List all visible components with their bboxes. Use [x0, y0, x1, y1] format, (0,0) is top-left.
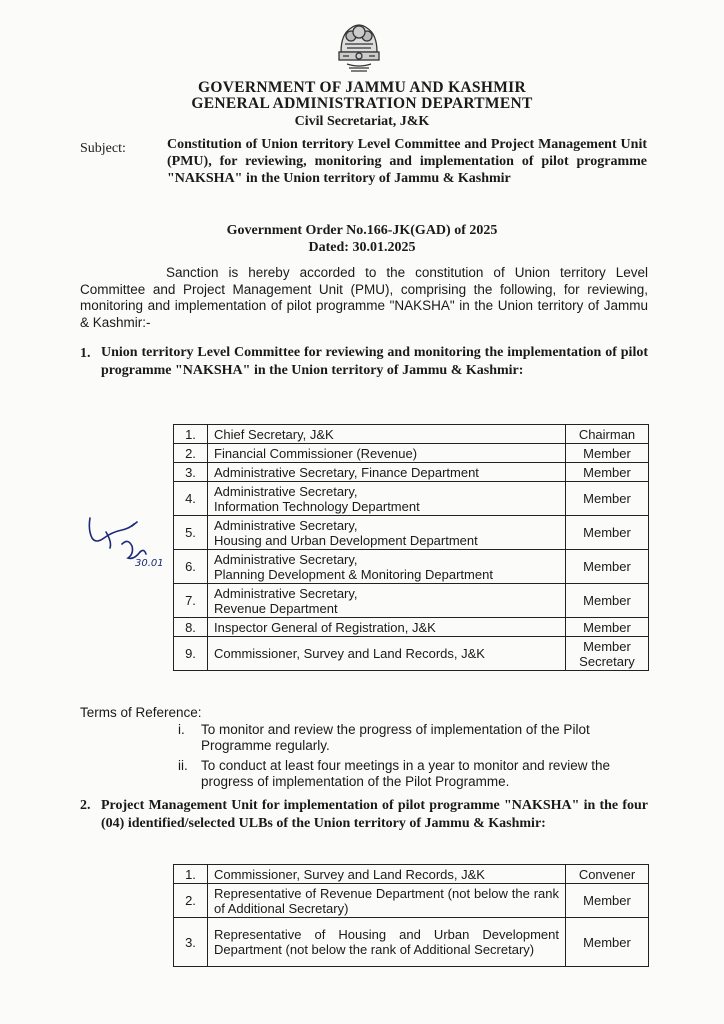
signature-date: 30.01: [135, 558, 164, 569]
row-serial: 3.: [174, 463, 208, 482]
row-role: [566, 425, 649, 444]
designation-line: Administrative Secretary, Finance Department: [214, 464, 479, 480]
role-line: Member: [583, 464, 631, 480]
designation-line: Administrative Secretary,: [214, 551, 358, 567]
order-number: Government Order No.166-JK(GAD) of 2025: [226, 223, 498, 238]
terms-item-marker: i.: [178, 722, 185, 737]
header-department: GENERAL ADMINISTRATION DEPARTMENT: [191, 95, 533, 112]
section1-heading: Union territory Level Committee for reviewing and monitoring the implementation of pilot programme "NAKSHA" in the Union territory of Jammu & Kashmir:: [101, 345, 648, 378]
row-role: [566, 584, 649, 618]
pmu-row: [174, 865, 649, 884]
committee-row: [174, 425, 649, 444]
row-designation: [208, 584, 566, 618]
row-designation: [208, 444, 566, 463]
row-serial: 1.: [174, 425, 208, 444]
row-designation: Commissioner, Survey and Land Records, J&K: [208, 865, 566, 884]
committee-row: [174, 550, 649, 584]
pmu-table: [173, 864, 649, 967]
role-line: Member: [583, 559, 631, 574]
row-role: Member: [566, 884, 649, 918]
row-role: [566, 444, 649, 463]
role-line: Chairman: [578, 426, 636, 442]
terms-item-marker: ii.: [178, 758, 188, 773]
national-emblem-icon: [331, 14, 387, 76]
committee-row: [174, 463, 649, 482]
committee-row: [174, 618, 649, 637]
row-serial: 2.: [174, 884, 208, 918]
terms-title: Terms of Reference:: [80, 705, 202, 720]
row-serial: 9.: [174, 637, 208, 671]
committee-row: [174, 516, 649, 550]
designation-line: Planning Development & Monitoring Department: [214, 566, 493, 582]
role-line: Member: [583, 619, 631, 635]
row-role: Member: [566, 918, 649, 967]
designation-line: Information Technology Department: [214, 498, 420, 514]
row-designation: [208, 425, 566, 444]
committee-row: [174, 482, 649, 516]
header-government: GOVERNMENT OF JAMMU AND KASHMIR: [198, 79, 526, 96]
row-designation: Representative of Housing and Urban Development Department (not below the rank of Additional Secretary): [208, 918, 566, 967]
terms-item-text: To conduct at least four meetings in a year to monitor and review the progress of implementation of the Pilot Programme.: [201, 758, 610, 789]
committee-row: [174, 584, 649, 618]
row-serial: 8.: [174, 618, 208, 637]
row-serial: 4.: [174, 482, 208, 516]
designation-line: Commissioner, Survey and Land Records, J&K: [214, 646, 485, 661]
row-serial: 2.: [174, 444, 208, 463]
row-role: [566, 463, 649, 482]
row-role: [566, 516, 649, 550]
row-designation: [208, 482, 566, 516]
role-line: Secretary: [579, 653, 635, 669]
designation-line: Chief Secretary, J&K: [214, 426, 334, 442]
designation-line: Revenue Department: [214, 600, 338, 616]
row-serial: 1.: [174, 865, 208, 884]
terms-item-text: To monitor and review the progress of implementation of the Pilot Programme regularly.: [201, 722, 590, 753]
row-serial: 7.: [174, 584, 208, 618]
row-role: [566, 482, 649, 516]
row-designation: [208, 637, 566, 671]
designation-line: Administrative Secretary,: [214, 585, 358, 601]
row-role: [566, 550, 649, 584]
committee-row: [174, 444, 649, 463]
row-role: [566, 618, 649, 637]
role-line: Member: [583, 491, 631, 506]
designation-line: Administrative Secretary,: [214, 483, 358, 499]
role-line: Member: [583, 638, 631, 654]
row-designation: [208, 516, 566, 550]
row-designation: [208, 463, 566, 482]
terms-item: [178, 722, 648, 754]
designation-line: Inspector General of Registration, J&K: [214, 619, 436, 635]
intro-paragraph: Sanction is hereby accorded to the constitution of Union territory Level Committee and Project Management Unit (PMU), comprising the following, for reviewing, monitoring and implementation of pilot programme "NAKSHA" in the Union territory of Jammu & Kashmir:-: [80, 265, 648, 330]
committee-table: [173, 424, 649, 671]
pmu-row: [174, 884, 649, 918]
designation-line: Financial Commissioner (Revenue): [214, 445, 418, 461]
row-serial: 3.: [174, 918, 208, 967]
section2-number: 2.: [80, 798, 91, 813]
order-date: Dated: 30.01.2025: [308, 240, 416, 255]
signature-mark: [82, 508, 172, 588]
role-line: Member: [583, 445, 631, 461]
header-office: Civil Secretariat, J&K: [294, 114, 430, 129]
section2-heading: Project Management Unit for implementation of pilot programme "NAKSHA" in the four (04) identified/selected ULBs of the Union territory of Jammu & Kashmir:: [101, 798, 648, 831]
row-role: [566, 637, 649, 671]
designation-line: Administrative Secretary,: [214, 517, 358, 533]
subject-text: Constitution of Union territory Level Committee and Project Management Unit (PMU), for reviewing, monitoring and implementation of pilot programme "NAKSHA" in the Union territory of Jammu & Kashmir: [167, 137, 647, 186]
designation-line: Housing and Urban Development Department: [214, 532, 478, 548]
role-line: Member: [583, 525, 631, 540]
terms-item: [178, 758, 648, 790]
row-designation: [208, 550, 566, 584]
row-designation: Representative of Revenue Department (not below the rank of Additional Secretary): [208, 884, 566, 918]
section1-number: 1.: [80, 346, 91, 361]
committee-row: [174, 637, 649, 671]
subject-label: Subject:: [80, 141, 126, 156]
row-designation: [208, 618, 566, 637]
row-serial: 5.: [174, 516, 208, 550]
row-serial: 6.: [174, 550, 208, 584]
pmu-row: [174, 918, 649, 967]
role-line: Member: [583, 593, 631, 608]
row-role: Convener: [566, 865, 649, 884]
